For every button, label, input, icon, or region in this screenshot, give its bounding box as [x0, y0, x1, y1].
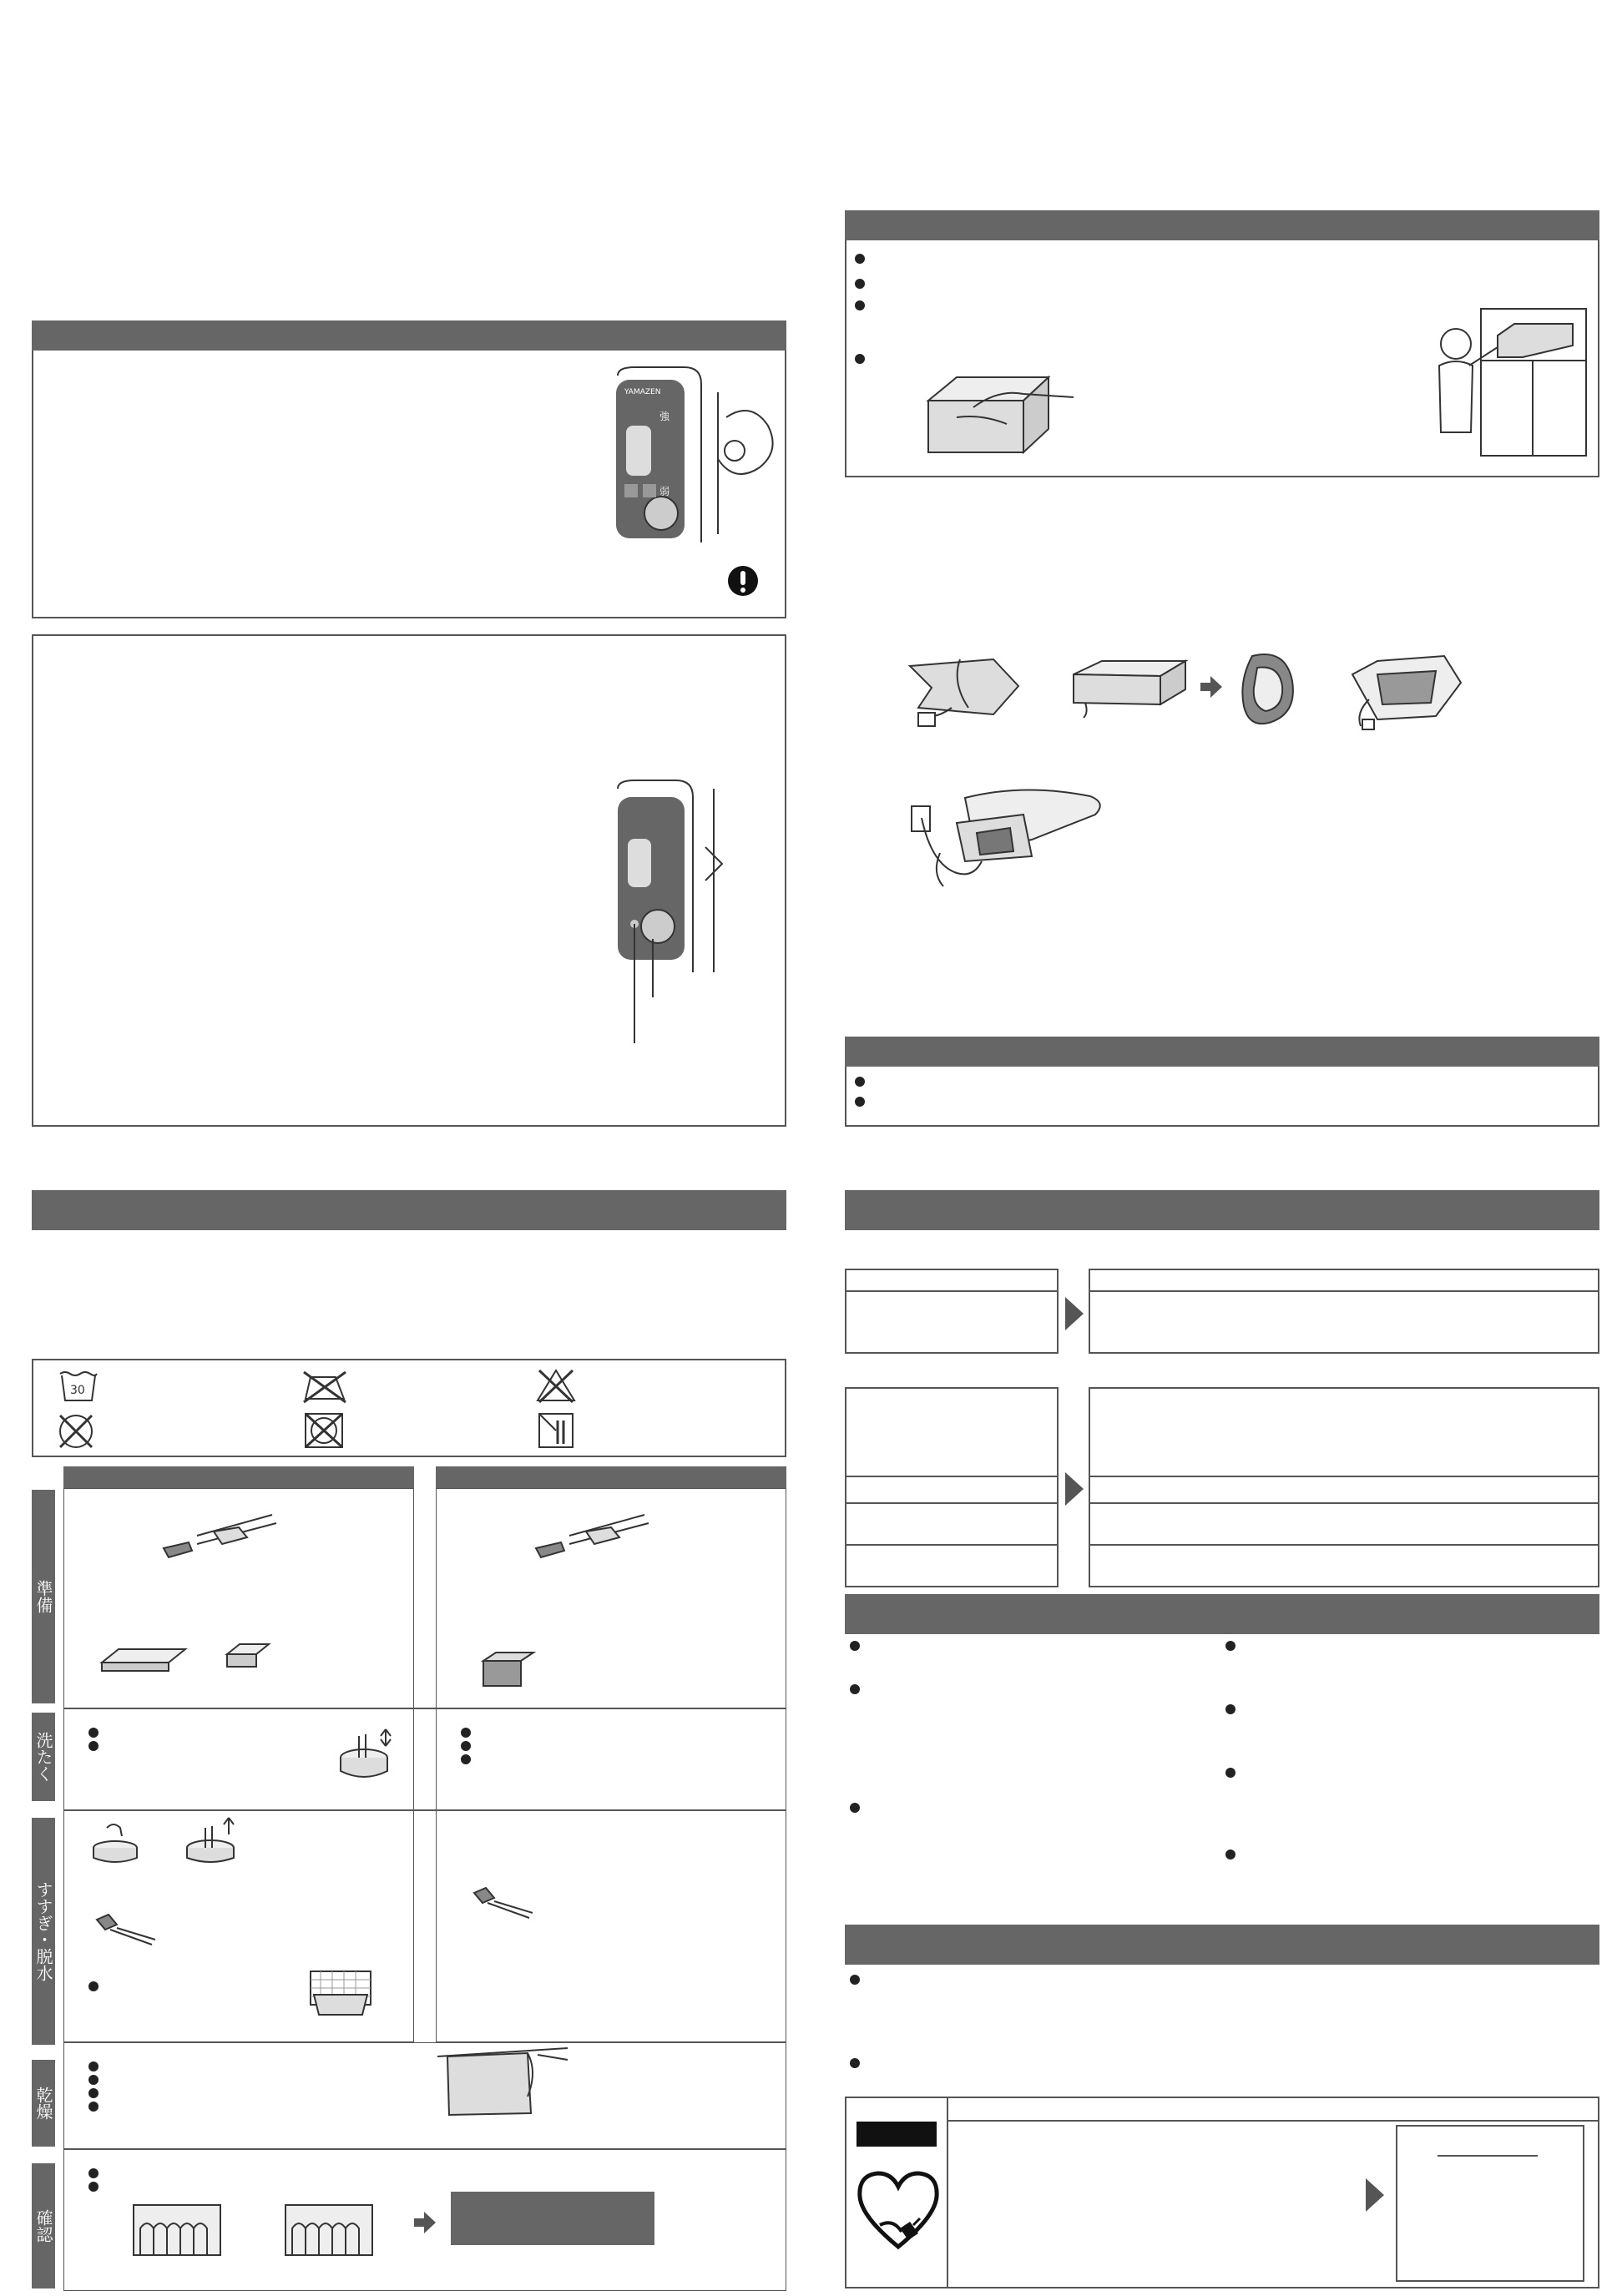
svg-text:30: 30 [70, 1384, 85, 1397]
wringing-illustration-right [471, 1885, 534, 1921]
heater-wire-check-illustration-2 [284, 2203, 376, 2257]
storage-section-header [845, 210, 1599, 240]
symptom-box-2 [845, 1387, 1059, 1587]
care-symbols-box [32, 1359, 786, 1457]
no-iron-icon [302, 1369, 347, 1402]
drying-on-rail-illustration [437, 2046, 571, 2117]
operation-section-header [32, 320, 786, 351]
wringing-illustration-left [93, 1911, 157, 1948]
wash-table-right [436, 1488, 786, 2042]
arrow-right-icon [1065, 1472, 1084, 1506]
rolled-blanket-illustration [902, 649, 1027, 729]
no-tumble-dry-icon [302, 1410, 346, 1451]
no-bleach-icon [534, 1367, 578, 1404]
rolled-blanket-step-2 [1235, 648, 1302, 731]
troubleshooting-section-header [845, 1190, 1599, 1230]
exclamation-icon [728, 566, 758, 596]
check-result-panel [451, 2192, 654, 2245]
dry-row-box [63, 2042, 786, 2149]
step-label-wash: 洗たく [32, 1713, 55, 1801]
disposal-section-header [845, 1925, 1599, 1965]
remedy-box-1 [1089, 1269, 1599, 1354]
control-panel-brand: YAMAZEN [624, 388, 661, 396]
step-label-check: 確認 [32, 2163, 55, 2288]
washing-section-header [32, 1190, 786, 1230]
symptom-box-1 [845, 1269, 1059, 1354]
step-label-prep: 準備 [32, 1490, 55, 1703]
wash-table-header-left [63, 1466, 414, 1488]
line-dry-shade-icon [536, 1410, 576, 1451]
bathtub-illustration [309, 1970, 372, 2020]
arrow-right-icon [1199, 674, 1224, 699]
storage-bag-illustration [923, 364, 1082, 464]
wash-table-header-right [436, 1466, 786, 1488]
notes-section-header [845, 1594, 1599, 1634]
laundry-net-illustration [479, 1648, 538, 1690]
blanket-in-bag-illustration [1344, 649, 1469, 733]
remedy-box-2 [1089, 1387, 1599, 1587]
wash-tub-illustration [339, 1728, 394, 1783]
arrow-right-icon [1065, 1297, 1084, 1330]
no-dryclean-icon [55, 1412, 97, 1451]
wash-30-icon [58, 1369, 99, 1404]
control-panel-hi-label: 強 [659, 411, 670, 422]
blanket-plugged-illustration [907, 781, 1107, 895]
person-closet-illustration [1422, 307, 1589, 457]
controller-cord-illustration-left [164, 1511, 280, 1561]
folded-blanket-illustration [93, 1637, 294, 1679]
folded-blanket-step-1 [1069, 654, 1192, 718]
note-section-header [845, 1037, 1599, 1067]
rinse-tub-illustration-2 [185, 1816, 240, 1866]
step-label-rinse: すすぎ・脱水 [32, 1818, 55, 2045]
recycle-label-bar [856, 2122, 937, 2147]
controller-cord-illustration-right [536, 1511, 653, 1561]
control-panel-lo-label: 弱 [659, 486, 670, 497]
heater-wire-check-illustration-1 [132, 2203, 224, 2257]
heart-plug-icon [855, 2167, 942, 2253]
control-panel-illustration-2 [609, 780, 743, 1047]
control-panel-illustration-1 [609, 367, 785, 551]
step-label-dry: 乾燥 [32, 2060, 55, 2147]
arrow-right-icon [412, 2210, 437, 2235]
recycle-contact-box [1396, 2125, 1584, 2282]
rinse-tub-illustration-1 [90, 1819, 140, 1866]
arrow-right-icon [1366, 2178, 1384, 2212]
